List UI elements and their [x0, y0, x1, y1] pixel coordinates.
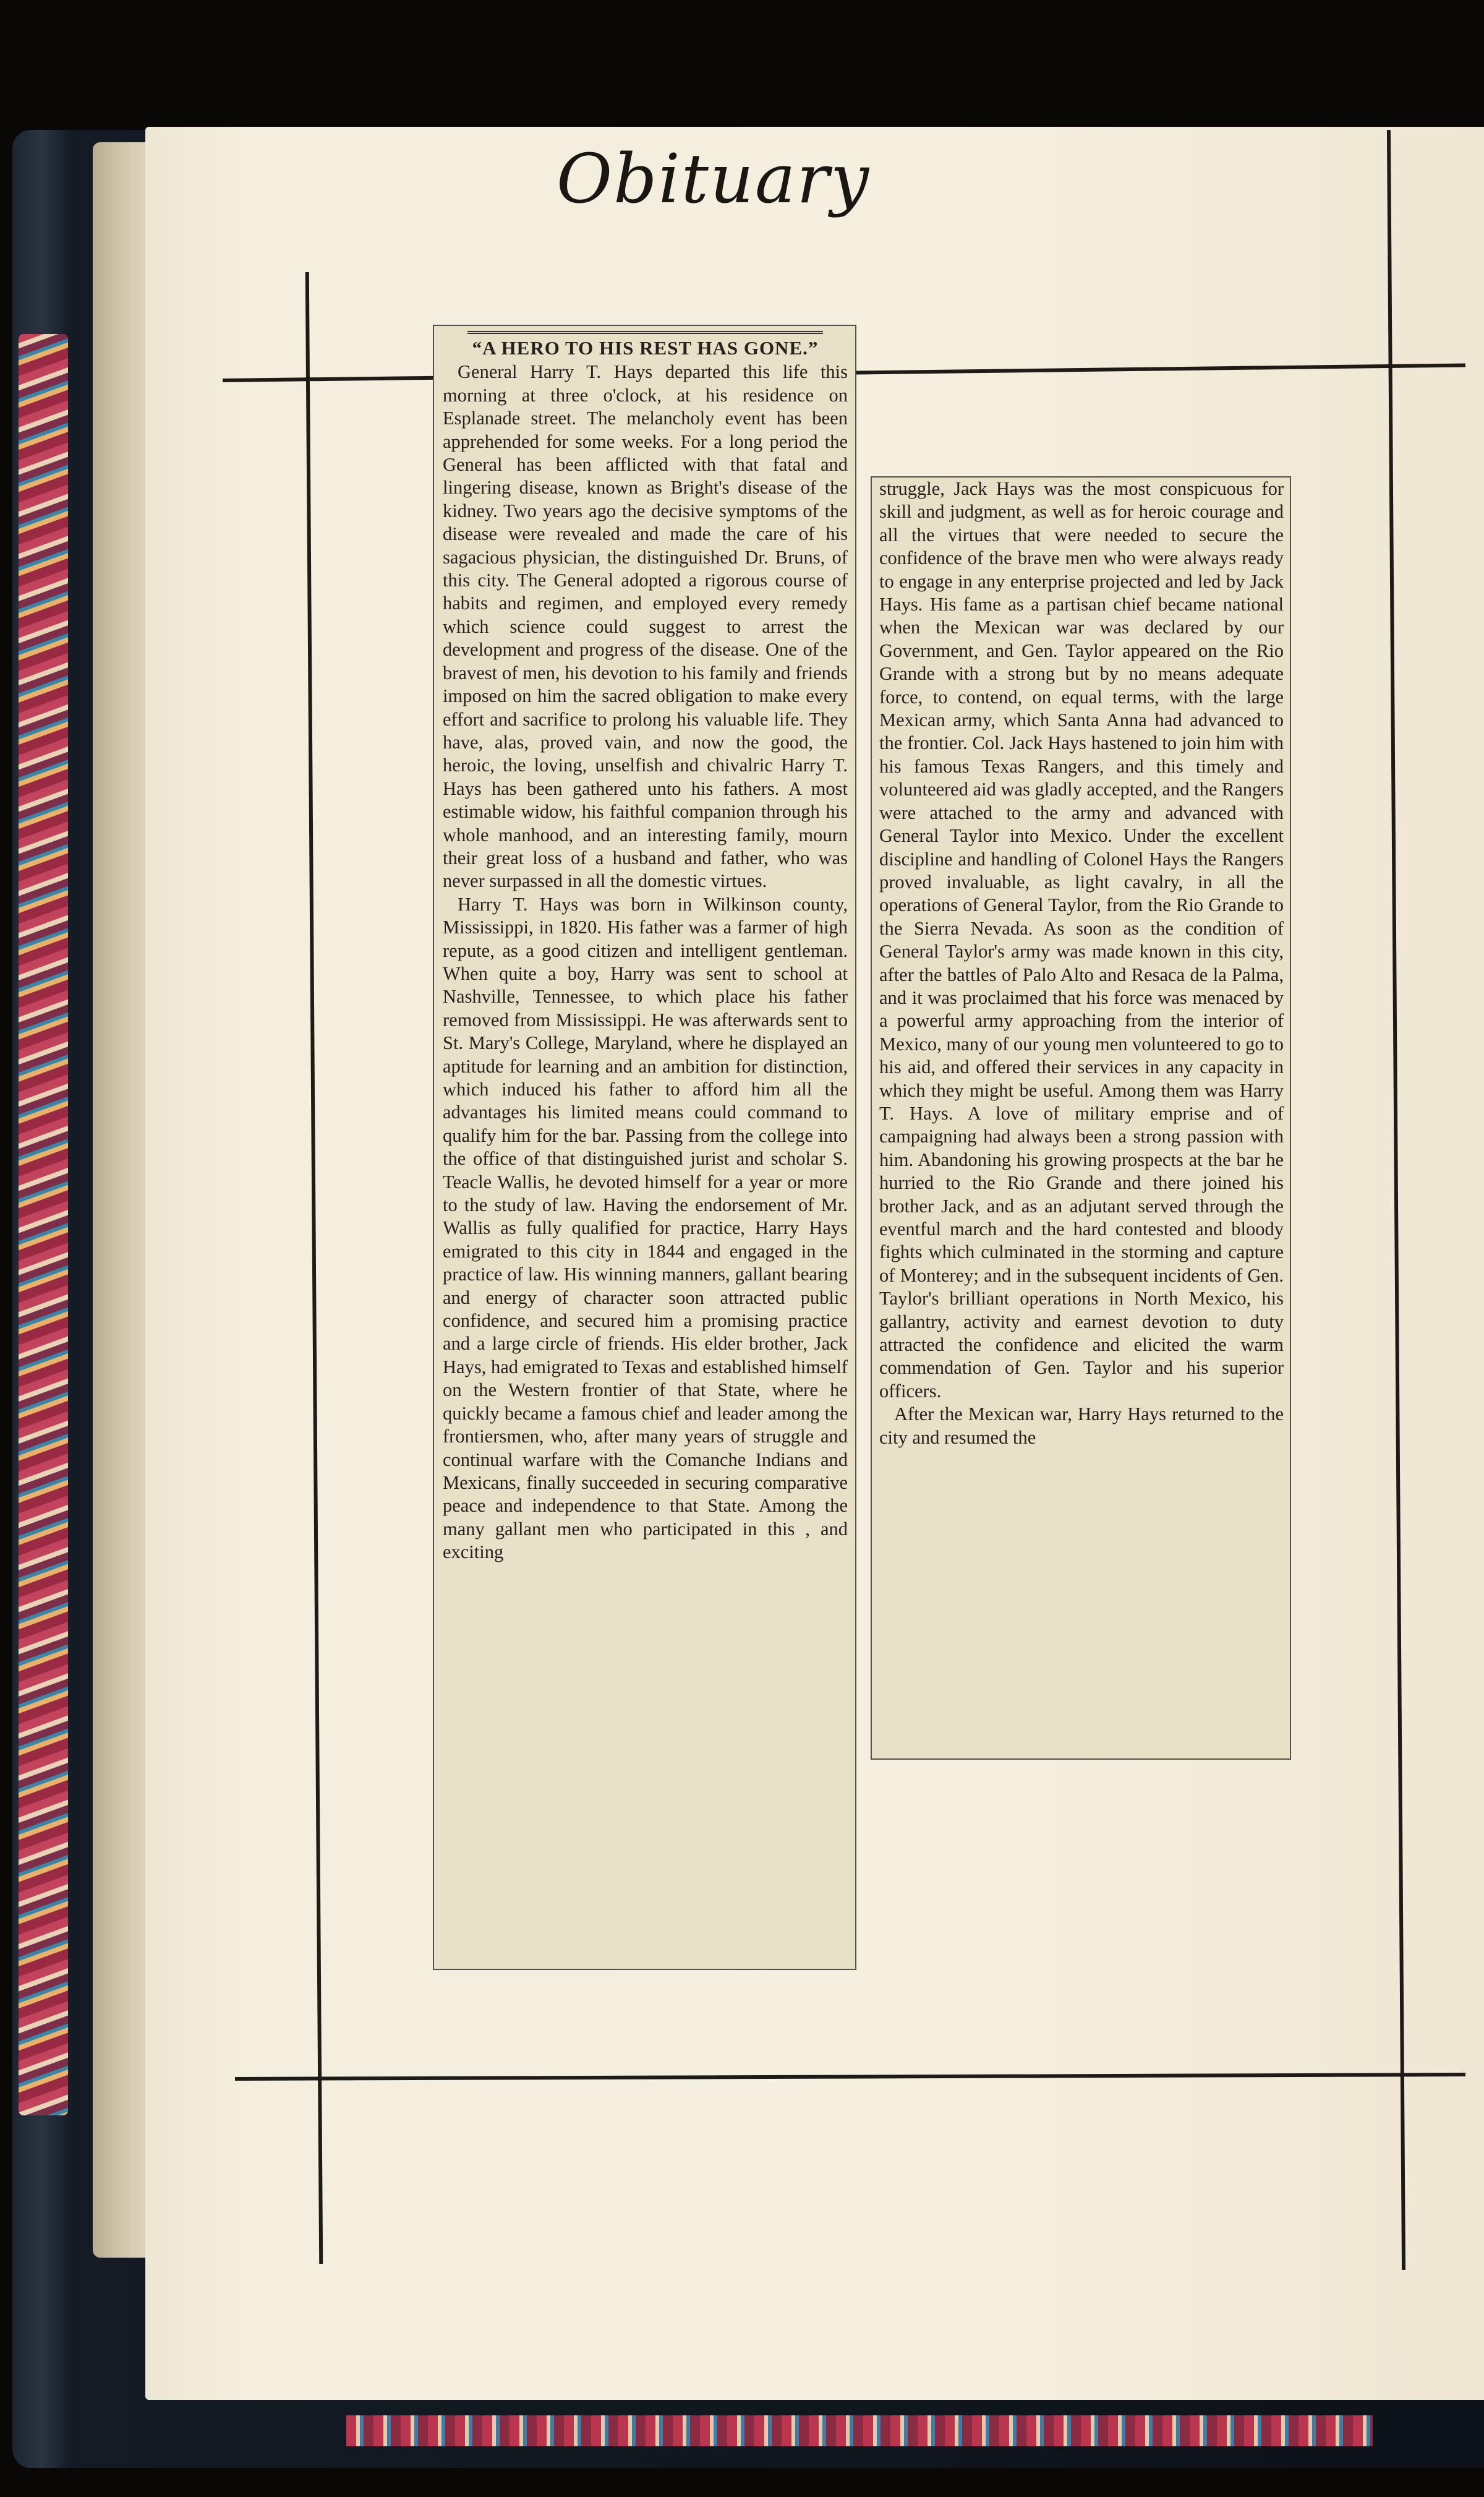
handwritten-heading: Obituary — [556, 139, 871, 218]
clipping-column-2 — [871, 476, 1291, 1760]
paragraph: After the Mexican war, Harry Hays returned to the city and resumed the — [879, 1403, 1284, 1448]
paragraph: Harry T. Hays was born in Wilkinson county, Mississippi, in 1820. His father was a farmer of high repute, as a good citizen and intelligent gentleman. When quite a boy, Harry was sent to school at Nashville, Tennessee, to which place his father removed from Mississippi. He was afterwards sent to St. Mary's College, Maryland, where he displayed an aptitude for learning and an ambition for distinction, which induced his father to afford him all the advantages his limited means could command to qualify him for the bar. Passing from the college into the office of that distinguished jurist and scholar S. Teacle Wallis, he devoted himself for a year or more to the study of law. Having the endorsement of Mr. Wallis as fully qualified for practice, Harry Hays emigrated to this city in 1844 and engaged in the practice of law. His winning manners, gallant bearing and energy of character soon attracted public confidence, and secured him a promising practice and a large circle of friends. His elder brother, Jack Hays, had emigrated to Texas and established himself on the Western frontier of that State, where he quickly became a famous chief and leader among the frontiersmen, who, after many years of struggle and continual warfare with the Comanche Indians and Mexicans, finally succeeded in securing comparative peace and independence to that State. Among the many gallant men who participated in this , and exciting — [443, 893, 848, 1563]
marbled-edge — [19, 334, 68, 2115]
paragraph: General Harry T. Hays departed this life this morning at three o'clock, at his residence on Esplanade street. The melancholy event has been apprehended for some weeks. For a long period the General has been afflicted with that fatal and lingering disease, known as Bright's disease of the kidney. Two years ago the decisive symptoms of the disease were revealed and made the care of his sagacious physician, the distinguished Dr. Bruns, of this city. The General adopted a rigorous course of habits and regimen, and employed every remedy which science could suggest to arrest the development and progress of the disease. One of the bravest of men, his devotion to his family and friends imposed on him the sacred obligation to make every effort and sacrifice to prolong his valuable life. They have, alas, proved vain, and now the good, the heroic, the loving, unselfish and chivalric Harry T. Hays has been gathered unto his fathers. A most estimable widow, his faithful companion through his whole manhood, and an interesting family, mourn their great loss of a husband and father, who was never surpassed in all the domestic virtues. — [443, 361, 848, 892]
clipping-headline: “A HERO TO HIS REST HAS GONE.” — [467, 331, 823, 359]
marbled-edge-bottom — [346, 2415, 1373, 2446]
paragraph: struggle, Jack Hays was the most conspicuous for skill and judgment, as well as for heroic courage and all the virtues that were needed to secure the confidence of the brave men who were always ready to engage in any enterprise projected and led by Jack Hays. His fame as a partisan chief became national when the Mexican war was declared by our Government, and Gen. Taylor appeared on the Rio Grande with a strong but by no means adequate force, to contend, on equal terms, with the large Mexican army, which Santa Anna had advanced to the frontier. Col. Jack Hays hastened to join him with his famous Texas Rangers, and this timely and volunteered aid was gladly accepted, and the Rangers were attached to the army and advanced with General Taylor into Mexico. Under the excellent discipline and handling of Colonel Hays the Rangers proved invaluable, as light cavalry, in all the operations of General Taylor, from the Rio Grande to the Sierra Nevada. As soon as the condition of General Taylor's army was made known in this city, after the battles of Palo Alto and Resaca de la Palma, and it was proclaimed that his force was menaced by a powerful army approaching from the interior of Mexico, many of our young men volunteered to go to his aid, and offered their services in any capacity in which they might be useful. Among them was Harry T. Hays. A love of military emprise and of campaigning had always been a strong passion with him. Abandoning his growing prospects at the bar he hurried to the Rio Grande and there joined his brother Jack, and as an adjutant served through the eventful march and the hard contested and bloody fights which culminated in the storming and capture of Monterey; and in the subsequent incidents of Gen. Taylor's brilliant operations in North Mexico, his gallantry, activity and earnest devotion to duty attracted the confidence and elicited the warm commendation of Gen. Taylor and his superior officers. — [879, 478, 1284, 1402]
clipping-column-1 — [433, 325, 856, 1970]
